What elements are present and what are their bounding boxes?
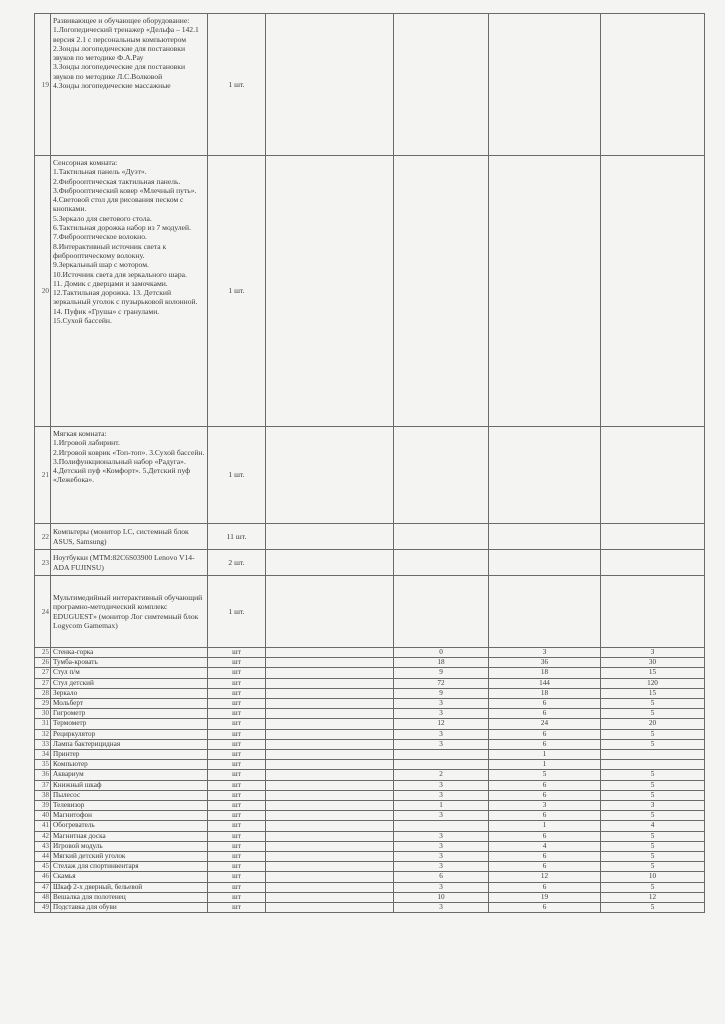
empty-cell [601,427,705,524]
item-unit: шт [208,790,266,800]
item-name: Стенка-горка [51,648,208,658]
row-number: 28 [35,688,51,698]
item-name: Развивающее и обучающее оборудование: 1.Логопедический тренажер «Дельфа – 142.1 версия 2.1 с персональным компьютером 2.Зонды логопедические для постановки звуков по методике Ф.А.Рау 3.Зонды логопедические для постановки звуков по методике Л.С.Волковой 4.Зонды логопедические массажные [53,16,199,91]
table-row [35,719,705,729]
row-number: 37 [35,780,51,790]
table-row [35,550,705,576]
qty-col-2: 6 [489,739,601,749]
qty-col-2: 3 [489,648,601,658]
qty-col-1: 3 [394,780,489,790]
item-name: Сенсорная комната: 1.Тактильная панель «Дуэт». 2.Фиброоптическая тактильная панель. 3.Фиброоптический ковер «Млечный путь». 4.Световой стол для рисования песком с кнопками. 5.Зеркало для светового стола. 6.Тактильная дорожка набор из 7 модулей. 7.Фиброоптическое волокно. 8.Интерактивный источник света к фиброоптическому волокну. 9.Зеркальный шар с мотором. 10.Источник света для зеркального шара. 11. Домик с дверцами и замочками. 12.Тактильная дорожка. 13. Детский зеркальный уголок с пузырьковой колонной. 14. Пуфик «Груша» с гранулами. 15.Сухой бассейн. [53,158,198,326]
empty-cell [394,576,489,648]
qty-col-2: 6 [489,790,601,800]
empty-cell [394,14,489,156]
empty-cell [266,872,394,882]
row-number: 36 [35,770,51,780]
qty-col-3: 5 [601,699,705,709]
item-unit: 1 шт. [208,14,266,156]
qty-col-2: 6 [489,780,601,790]
row-number: 22 [35,524,51,550]
item-name-cell [51,524,208,550]
row-number: 48 [35,892,51,902]
empty-cell [266,780,394,790]
table-row [35,709,705,719]
empty-cell [266,668,394,678]
qty-col-2: 6 [489,709,601,719]
qty-col-3 [601,750,705,760]
item-unit: шт [208,862,266,872]
qty-col-3: 15 [601,668,705,678]
table-row [35,841,705,851]
item-unit: шт [208,658,266,668]
item-unit: шт [208,811,266,821]
row-number: 46 [35,872,51,882]
qty-col-3: 120 [601,678,705,688]
qty-col-2: 6 [489,852,601,862]
empty-cell [266,852,394,862]
row-number: 27 [35,678,51,688]
item-unit: шт [208,892,266,902]
item-name: Книжный шкаф [51,780,208,790]
qty-col-1: 9 [394,688,489,698]
item-unit: шт [208,882,266,892]
item-name: Магнитофон [51,811,208,821]
qty-col-2: 1 [489,760,601,770]
empty-cell [601,576,705,648]
qty-col-1 [394,750,489,760]
item-name: Пылесос [51,790,208,800]
qty-col-1: 3 [394,811,489,821]
empty-cell [266,892,394,902]
item-name: Стелаж для спортинвентаря [51,862,208,872]
empty-cell [601,524,705,550]
row-number: 42 [35,831,51,841]
qty-col-3: 5 [601,831,705,841]
table-row [35,811,705,821]
item-unit: шт [208,770,266,780]
table-row [35,750,705,760]
empty-cell [266,729,394,739]
table-row [35,903,705,913]
item-name: Зеркало [51,688,208,698]
item-unit: 1 шт. [208,156,266,427]
qty-col-1: 3 [394,729,489,739]
qty-col-3: 4 [601,821,705,831]
qty-col-1: 10 [394,892,489,902]
qty-col-3: 5 [601,852,705,862]
table-row [35,14,705,156]
item-name: Аквариум [51,770,208,780]
table-row [35,892,705,902]
empty-cell [266,14,394,156]
item-name-cell [51,427,208,524]
item-unit: шт [208,648,266,658]
table-row [35,760,705,770]
qty-col-1: 6 [394,872,489,882]
qty-col-2: 18 [489,668,601,678]
empty-cell [266,156,394,427]
row-number: 39 [35,801,51,811]
row-number: 24 [35,576,51,648]
qty-col-2: 4 [489,841,601,851]
empty-cell [489,576,601,648]
empty-cell [489,156,601,427]
empty-cell [394,156,489,427]
item-name: Гигрометр [51,709,208,719]
item-unit: шт [208,750,266,760]
table-row [35,688,705,698]
table-row [35,770,705,780]
item-name-cell [51,576,208,648]
item-name: Ноутбукки (МТМ:82С6S03900 Lenovo V14-ADA FUJINSU) [53,553,195,572]
item-unit: шт [208,709,266,719]
item-name: Мольберт [51,699,208,709]
empty-cell [266,688,394,698]
qty-col-1: 3 [394,699,489,709]
qty-col-1: 3 [394,739,489,749]
item-unit: шт [208,872,266,882]
qty-col-3: 5 [601,841,705,851]
empty-cell [266,841,394,851]
empty-cell [266,903,394,913]
row-number: 25 [35,648,51,658]
empty-cell [489,427,601,524]
table-row [35,678,705,688]
row-number: 33 [35,739,51,749]
item-unit: шт [208,780,266,790]
empty-cell [266,658,394,668]
qty-col-3: 3 [601,648,705,658]
item-unit: шт [208,688,266,698]
qty-col-2: 144 [489,678,601,688]
empty-cell [266,750,394,760]
qty-col-3: 5 [601,790,705,800]
qty-col-3: 5 [601,739,705,749]
empty-cell [489,524,601,550]
row-number: 32 [35,729,51,739]
item-unit: 2 шт. [208,550,266,576]
empty-cell [266,550,394,576]
item-name-cell [51,550,208,576]
row-number: 23 [35,550,51,576]
item-unit: шт [208,903,266,913]
row-number: 41 [35,821,51,831]
qty-col-2: 6 [489,903,601,913]
qty-col-3: 12 [601,892,705,902]
row-number: 34 [35,750,51,760]
table-row [35,156,705,427]
item-unit: 1 шт. [208,427,266,524]
row-number: 35 [35,760,51,770]
empty-cell [266,699,394,709]
empty-cell [266,831,394,841]
item-unit: шт [208,841,266,851]
qty-col-2: 6 [489,831,601,841]
empty-cell [601,156,705,427]
qty-col-1 [394,760,489,770]
qty-col-3: 5 [601,903,705,913]
qty-col-2: 1 [489,750,601,760]
qty-col-2: 3 [489,801,601,811]
row-number: 29 [35,699,51,709]
qty-col-1: 3 [394,903,489,913]
row-number: 21 [35,427,51,524]
item-name: Мягкий детский уголок [51,852,208,862]
row-number: 19 [35,14,51,156]
qty-col-3 [601,760,705,770]
empty-cell [394,427,489,524]
table-row [35,576,705,648]
qty-col-1: 3 [394,862,489,872]
table-row [35,872,705,882]
table-row [35,852,705,862]
empty-cell [266,719,394,729]
item-name: Подставка для обуви [51,903,208,913]
item-unit: шт [208,699,266,709]
qty-col-3: 15 [601,688,705,698]
item-unit: шт [208,729,266,739]
qty-col-1: 3 [394,790,489,800]
qty-col-2: 6 [489,882,601,892]
qty-col-2: 24 [489,719,601,729]
empty-cell [266,427,394,524]
qty-col-1: 1 [394,801,489,811]
item-name: Рециркулятор [51,729,208,739]
row-number: 49 [35,903,51,913]
item-name: Магнитная доска [51,831,208,841]
qty-col-1 [394,821,489,831]
table-row [35,780,705,790]
row-number: 40 [35,811,51,821]
qty-col-1: 3 [394,709,489,719]
item-unit: шт [208,739,266,749]
qty-col-2: 19 [489,892,601,902]
table-row [35,882,705,892]
qty-col-2: 18 [489,688,601,698]
qty-col-2: 6 [489,729,601,739]
item-unit: шт [208,821,266,831]
item-unit: шт [208,831,266,841]
empty-cell [266,790,394,800]
qty-col-1: 3 [394,831,489,841]
empty-cell [601,14,705,156]
qty-col-1: 3 [394,852,489,862]
item-name: Мультимедийный интерактивный обучающий програмно-методический комплекс EDUGUEST» (монитор Лог симтемный блок Logycom Gamemax) [53,592,203,630]
item-name: Игровой модуль [51,841,208,851]
item-unit: шт [208,668,266,678]
row-number: 38 [35,790,51,800]
qty-col-1: 72 [394,678,489,688]
item-name: Мягкая комната: 1.Игровой лабиринт. 2.Игровой коврик «Топ-топ». 3.Сухой бассейн. 3.Полифункциональный набор «Радуга». 4.Детский пуф «Комфорт». 5.Детский пуф «Лежебока». [53,429,205,485]
item-name: Обогреватель [51,821,208,831]
empty-cell [266,862,394,872]
empty-cell [266,821,394,831]
item-unit: шт [208,801,266,811]
qty-col-2: 6 [489,862,601,872]
qty-col-3: 10 [601,872,705,882]
empty-cell [266,882,394,892]
item-name: Компьтеры (монитор LC, системный блок ASUS, Samsung) [53,527,189,546]
item-unit: шт [208,852,266,862]
empty-cell [266,678,394,688]
table-row [35,831,705,841]
item-unit: шт [208,719,266,729]
table-row [35,648,705,658]
empty-cell [489,550,601,576]
qty-col-1: 18 [394,658,489,668]
empty-cell [601,550,705,576]
table-row [35,862,705,872]
qty-col-1: 3 [394,882,489,892]
item-unit: 1 шт. [208,576,266,648]
empty-cell [266,524,394,550]
item-name: Вешалка для полотенец [51,892,208,902]
empty-cell [266,801,394,811]
item-name: Шкаф 2-х дверный, бельевой [51,882,208,892]
row-number: 30 [35,709,51,719]
empty-cell [394,524,489,550]
qty-col-1: 2 [394,770,489,780]
qty-col-2: 12 [489,872,601,882]
table-row [35,658,705,668]
empty-cell [489,14,601,156]
qty-col-3: 3 [601,801,705,811]
row-number: 43 [35,841,51,851]
item-name: Лампа бактерицидная [51,739,208,749]
empty-cell [266,770,394,780]
item-name: Компьютер [51,760,208,770]
qty-col-1: 0 [394,648,489,658]
row-number: 26 [35,658,51,668]
qty-col-3: 5 [601,882,705,892]
item-unit: шт [208,760,266,770]
table-row [35,821,705,831]
qty-col-3: 30 [601,658,705,668]
qty-col-3: 5 [601,862,705,872]
item-name: Стул п/м [51,668,208,678]
table-row [35,524,705,550]
item-name: Тумба-кровать [51,658,208,668]
equipment-table [34,13,705,913]
table-row [35,427,705,524]
qty-col-3: 5 [601,770,705,780]
item-name: Телевизор [51,801,208,811]
item-name: Стул детский [51,678,208,688]
item-unit: шт [208,678,266,688]
qty-col-1: 12 [394,719,489,729]
qty-col-3: 5 [601,780,705,790]
item-name-cell [51,156,208,427]
table-row [35,668,705,678]
empty-cell [394,550,489,576]
qty-col-1: 9 [394,668,489,678]
empty-cell [266,739,394,749]
item-name: Скамья [51,872,208,882]
empty-cell [266,648,394,658]
item-name-cell [51,14,208,156]
qty-col-2: 36 [489,658,601,668]
qty-col-2: 6 [489,811,601,821]
row-number: 47 [35,882,51,892]
qty-col-2: 5 [489,770,601,780]
qty-col-2: 6 [489,699,601,709]
table-row [35,801,705,811]
qty-col-3: 5 [601,709,705,719]
empty-cell [266,811,394,821]
empty-cell [266,760,394,770]
qty-col-3: 5 [601,811,705,821]
table-row [35,790,705,800]
qty-col-3: 20 [601,719,705,729]
empty-cell [266,576,394,648]
item-unit: 11 шт. [208,524,266,550]
row-number: 27 [35,668,51,678]
empty-cell [266,709,394,719]
qty-col-1: 3 [394,841,489,851]
row-number: 31 [35,719,51,729]
row-number: 45 [35,862,51,872]
row-number: 44 [35,852,51,862]
table-row [35,739,705,749]
row-number: 20 [35,156,51,427]
qty-col-3: 5 [601,729,705,739]
item-name: Термометр [51,719,208,729]
item-name: Принтер [51,750,208,760]
table-row [35,729,705,739]
qty-col-2: 1 [489,821,601,831]
table-row [35,699,705,709]
